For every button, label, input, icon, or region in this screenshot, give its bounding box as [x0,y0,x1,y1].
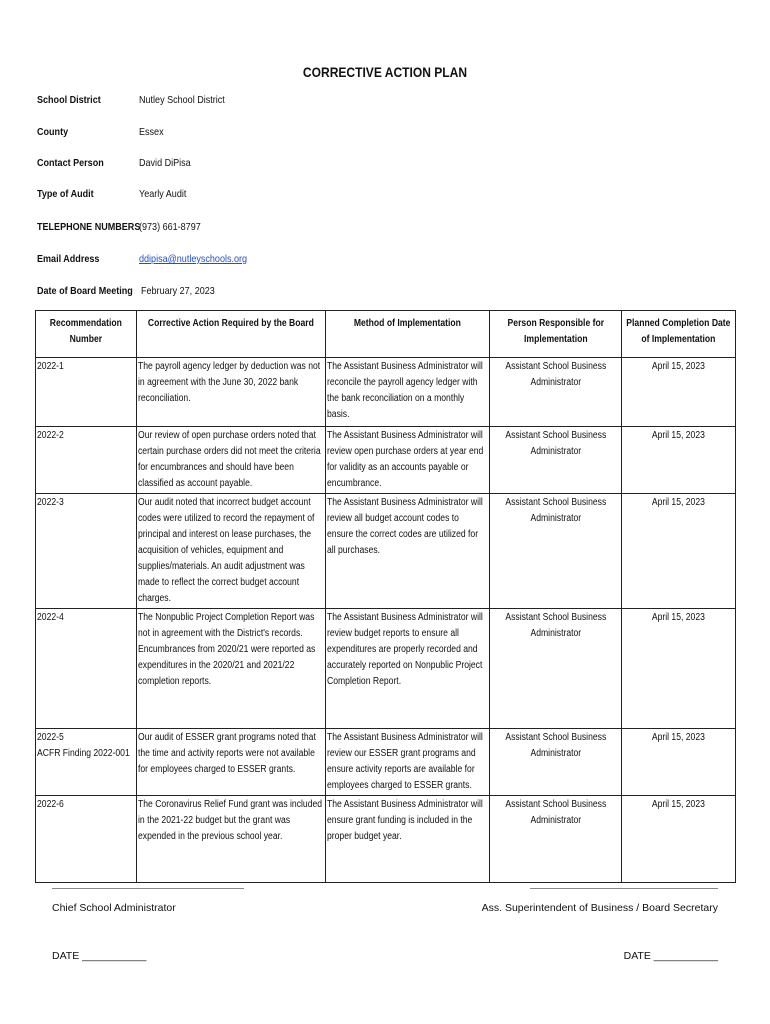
cell-action: Our review of open purchase orders noted that certain purchase orders did not meet the criteria for encumbrances and should have been classified as account payable. [137,427,326,494]
cell-date: April 15, 2023 [622,729,736,796]
table-row [36,494,736,609]
cell-number: 2022-4 [36,609,137,729]
header-recommendation-number: Recommendation Number [36,311,137,358]
corrective-action-table [35,310,736,883]
page-title: CORRECTIVE ACTION PLAN [302,64,468,80]
cell-person: Assistant School Business Administrator [490,358,622,427]
cell-person: Assistant School Business Administrator [490,494,622,609]
info-value: Nutley School District [139,94,225,106]
cell-date: April 15, 2023 [622,609,736,729]
cell-person: Assistant School Business Administrator [490,729,622,796]
secretary-date-field: DATE ___________ [623,950,718,962]
cell-method: The Assistant Business Administrator will ensure grant funding is included in the proper budget year. [326,796,490,883]
secretary-signature-label: Ass. Superintendent of Business / Board Secretary [481,902,718,914]
header-person-responsible: Person Responsible for Implementation [490,311,622,358]
info-label: Email Address [37,253,100,265]
info-value: David DiPisa [139,157,191,169]
cell-date: April 15, 2023 [622,494,736,609]
cell-action: The Coronavirus Relief Fund grant was included in the 2021-22 budget but the grant was expended in the previous school year. [137,796,326,883]
cell-person: Assistant School Business Administrator [490,609,622,729]
cell-method: The Assistant Business Administrator will reconcile the payroll agency ledger with the bank reconciliation on a monthly basis. [326,358,490,427]
cell-date: April 15, 2023 [622,427,736,494]
header-corrective-action: Corrective Action Required by the Board [137,311,326,358]
cell-method: The Assistant Business Administrator will review all budget account codes to ensure the correct codes are utilized for all purchases. [326,494,490,609]
cell-person: Assistant School Business Administrator [490,796,622,883]
cell-action: Our audit of ESSER grant programs noted that the time and activity reports were not available for employees charged to ESSER grants. [137,729,326,796]
info-label: County [37,126,69,138]
chief-signature-label: Chief School Administrator [52,902,176,914]
table-row [36,427,736,494]
cell-method: The Assistant Business Administrator will review our ESSER grant programs and ensure activity reports are available for employees charged to ESSER grants. [326,729,490,796]
info-value: February 27, 2023 [141,285,215,297]
cell-person: Assistant School Business Administrator [490,427,622,494]
info-label: School District [37,94,101,106]
info-label: TELEPHONE NUMBERS [37,221,141,233]
secretary-signature-line [530,888,718,889]
table-row [36,358,736,427]
header-method: Method of Implementation [326,311,490,358]
info-value: Essex [139,126,164,138]
chief-signature-line [52,888,244,889]
acfr-finding: ACFR Finding 2022-001 [37,748,130,759]
cell-number: 2022-1 [36,358,137,427]
cell-number: 2022-2 [36,427,137,494]
cell-action: The payroll agency ledger by deduction was not in agreement with the June 30, 2022 bank reconciliation. [137,358,326,427]
chief-date-field: DATE ___________ [52,950,147,962]
cell-number: 2022-5 ACFR Finding 2022-001 [36,729,137,796]
info-value: (973) 661-8797 [139,221,201,233]
cell-number: 2022-6 [36,796,137,883]
header-planned-completion: Planned Completion Date of Implementation [622,311,736,358]
cell-date: April 15, 2023 [622,358,736,427]
table-row [36,796,736,883]
cell-method: The Assistant Business Administrator will review open purchase orders at year end for validity as an accounts payable or encumbrance. [326,427,490,494]
cell-date: April 15, 2023 [622,796,736,883]
email-link[interactable]: ddipisa@nutleyschools.org [139,253,248,265]
table-row [36,609,736,729]
table-row [36,729,736,796]
info-label: Date of Board Meeting [37,285,133,297]
info-label: Type of Audit [37,188,94,200]
cell-method: The Assistant Business Administrator will review budget reports to ensure all expenditures are properly recorded and accurately reported on Nonpublic Project Completion Report. [326,609,490,729]
info-value: Yearly Audit [139,188,187,200]
cell-action: The Nonpublic Project Completion Report was not in agreement with the District's records. Encumbrances from 2020/21 were reported as expenditures in the 2020/21 and 2021/22 completion reports. [137,609,326,729]
cell-number: 2022-3 [36,494,137,609]
table-header-row [36,311,736,358]
cell-action: Our audit noted that incorrect budget account codes were utilized to record the repayment of principal and interest on lease purchases, the acquisition of vehicles, equipment and supplies/materials. An audit adjustment was made to reflect the correct budget account charges. [137,494,326,609]
info-label: Contact Person [37,157,104,169]
